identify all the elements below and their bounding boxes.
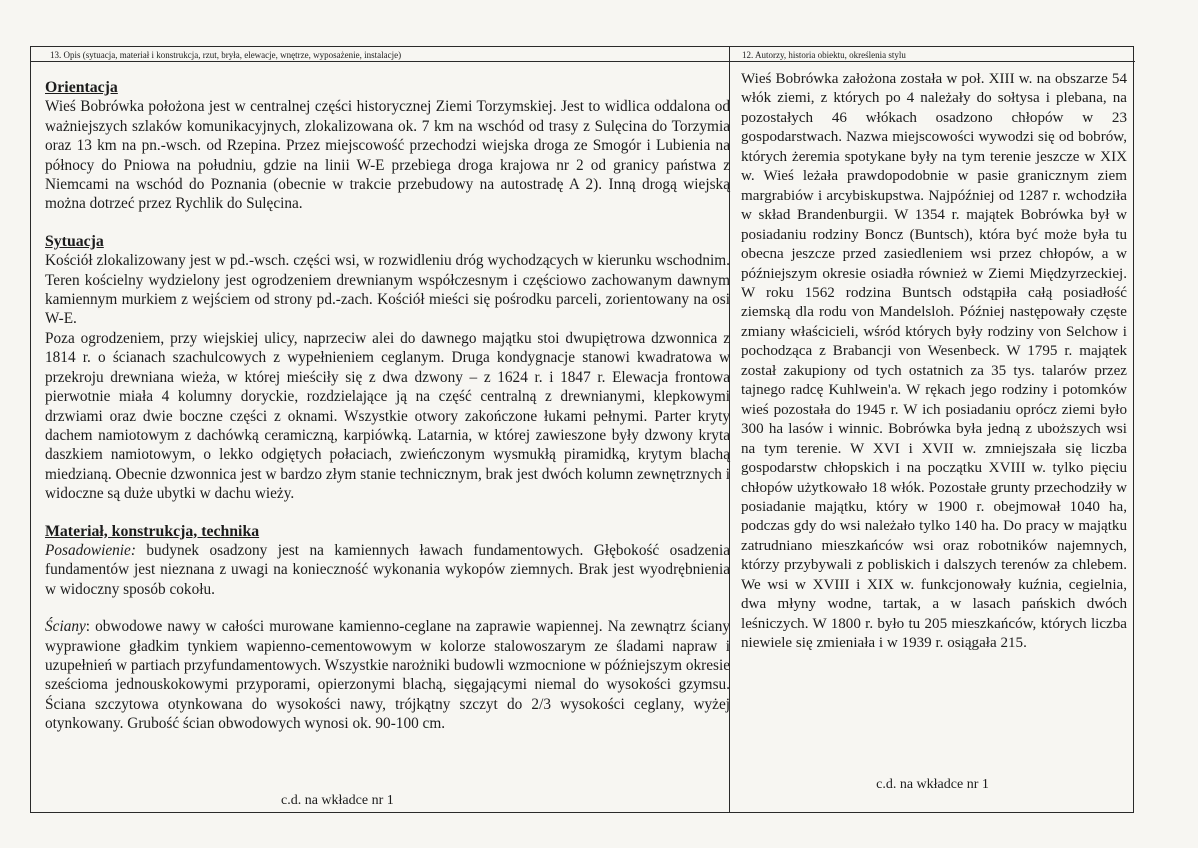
- orientation-heading: Orientacja: [45, 79, 118, 96]
- foundation-paragraph: [45, 541, 730, 599]
- walls-label: Ściany: [45, 618, 86, 636]
- situation-text-2: Poza ogrodzeniem, przy wiejskiej ulicy, naprzeciw alei do dawnego majątku stoi dwupiętrowa dzwonnica z 1814 r. o ścianach szachulcowych z wypełnieniem ceglanym. Druga kondygnacje stanowi kwadratowa w przekroju drewniana wieża, w której mieściły się z dwa dzwony – z 1624 r. i 1847 r. Elewacja frontowa pierwotnie miała 4 kolumny doryckie, rozdzielające ją na część centralną z drewnianymi, klepkowymi drzwiami oraz dwie boczne części z oknami. Wszystkie otwory zakończone łukami pełnymi. Parter kryty dachem namiotowym z dachówką ceramiczną, karpiówką. Latarnia, w której zawieszone były dzwony kryta daszkiem namiotowym, o lekko odgiętych połaciach, zwieńczonym wysmukłą piramidką, krytym blachą miedzianą. Obecnie dzwonnica jest w bardzo złym stanie technicznym, brak jest dwóch kolumn zewnętrznych i widoczne są duże ubytki w dachu wieży.: [45, 329, 730, 503]
- history-header: 12. Autorzy, historia obiektu, określenia stylu: [730, 47, 1135, 62]
- material-heading: Materiał, konstrukcja, technika: [45, 522, 260, 540]
- orientation-text: Wieś Bobrówka położona jest w centralnej części historycznej Ziemi Torzymskiej. Jest to widlica oddalona od ważniejszych szlaków komunikacyjnych, zlokalizowana ok. 7 km na wschód od trasy z Sulęcina do Torzymia oraz 13 km na pn.-wsch. od Rzepina. Przez miejscowość przechodzi wiejska droga ze Smogór i Lubienia na północy do Pniowa na południu, gdzie na linii W-E przebiega droga krajowa nr 2 od granicy państwa z Niemcami na wschód do Poznania (obecnie w trakcie przebudowy na autostradę A 2). Inną drogą wiejską można dotrzeć przez Rychlik do Sulęcina.: [45, 98, 730, 213]
- situation-text-1: Kościół zlokalizowany jest w pd.-wsch. części wsi, w rozwidleniu dróg wychodzących w kierunku wschodnim. Teren kościelny wydzielony jest ogrodzeniem drewnianym współczesnym i częściowo zachowanym dawnym kamiennym murkiem z wejściem od strony pd.-zach. Kościół mieści się pośrodku parceli, zorientowany na osi W-E.: [45, 252, 730, 328]
- description-header: 13. Opis (sytuacja, materiał i konstrukcja, rzut, bryła, elewacje, wnętrze, wyposażenie, instalacje): [31, 47, 729, 62]
- history-continuation-note: c.d. na wkładce nr 1: [876, 777, 989, 792]
- foundation-text: budynek osadzony jest na kamiennych ławach fundamentowych. Głębokość osadzenia fundamentów jest nieznana z uwagi na konieczność wykonania wykopów ziemnych. Brak jest wyodrębnienia w widoczny sposób cokołu.: [45, 541, 730, 598]
- record-sheet: [30, 46, 1134, 813]
- history-column: [730, 47, 1135, 812]
- walls-text: : obwodowe nawy w całości murowane kamienno-ceglane na zaprawie wapiennej. Na zewnątrz ściany wyprawione gładkim tynkiem wapienno-cementowowym w kolorze stalowoszarym ze śladami napraw i uzupełnień w partiach przyfundamentowych. Wszystkie narożniki budowli wzmocnione w późniejszym okresie sześcioma jednouskokowymi przyporami, opierzonymi blachą, sięgającymi niemal do wysokości gzymsu. Ściana szczytowa otynkowana do wysokości nawy, trójkątny szczyt do 2/3 wysokości ceglany, wyżej otynkowany. Grubość ścian obwodowych wynosi ok. 90-100 cm.: [45, 618, 730, 733]
- description-continuation-note: c.d. na wkładce nr 1: [281, 793, 394, 808]
- description-column: [31, 47, 730, 812]
- foundation-label: Posadowienie:: [45, 541, 136, 559]
- walls-paragraph: [45, 617, 730, 733]
- history-text: Wieś Bobrówka założona została w poł. XIII w. na obszarze 54 włók ziemi, z których po 4 należały do sołtysa i plebana, na pozostałych 46 włókach osadzono chłopów w 23 gospodarstwach. Nazwa miejscowości wywodzi się od bobrów, których żeremia spotykane były na tym terenie jeszcze w XIX w. Wieś leżała prawdopodobnie w pasie granicznym ziem margrabiów i arcybiskupstwa. Najpóźniej od 1287 r. wchodziła w skład Brandenburgii. W 1354 r. majątek Bobrówka był w posiadaniu rodziny Boncz (Buntsch), która być może była tu obecna jeszcze przed zasiedleniem wsi przez chłopów, a w późniejszym okresie osiadła również w Ziemi Międzyrzeckiej. W roku 1562 rodzina Buntsch odstąpiła całą posiadłość ziemską dla rodu von Mandelsloh. Później następowały częste zmiany właścicieli, wśród których były rodziny von Selchow i pochodząca z Brabancji von Wesenbeck. W 1795 r. majątek został zakupiony od tych ostatnich za 35 tys. talarów przez tajnego radcę Kuhlwein'a. W rękach jego rodziny i potomków wieś pozostała do 1945 r. W ich posiadaniu oprócz ziemi było 300 ha lasów i winnic. Bobrówka była jedną z uboższych wsi na tym terenie. W XVI i XVII w. zmniejszała się liczba gospodarstw chłopskich i na początku XVIII w. tylko pięciu chłopów użytkowało 18 włók. Pozostałe grunty przechodziły w posiadanie majątku, który w 1900 r. obejmował 1040 ha, podczas gdy do wsi należało tylko 140 ha. Do pracy w majątku zatrudniano mieszkańców wsi oraz robotników najemnych, którzy przybywali z pobliskich i dalszych terenów za chlebem. We wsi w XVIII i XIX w. funkcjonowały kuźnia, cegielnia, dwa młyny wodne, tartak, a w lasach pańskich dwóch leśniczych. W 1800 r. było tu 205 mieszkańców, których liczba niewiele się zmieniała i w 1939 r. osiągała 215.: [741, 71, 1127, 652]
- situation-heading: Sytuacja: [45, 232, 104, 250]
- description-body: [31, 62, 730, 734]
